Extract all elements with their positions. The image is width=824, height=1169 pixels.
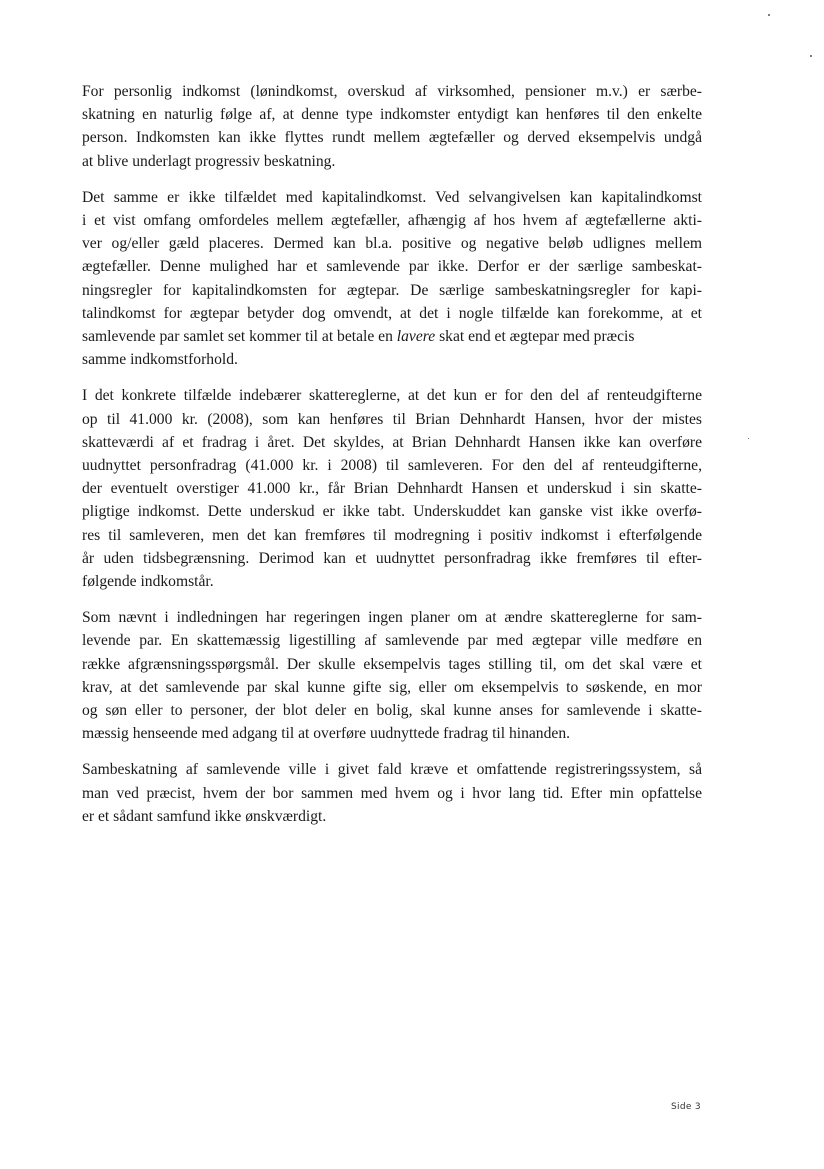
text-line: pligtige indkomst. Dette underskud er ikke tabt. Underskuddet kan ganske vist ikke overfø- — [82, 503, 702, 521]
paragraph-2 — [82, 186, 702, 372]
text-line: følgende indkomstår. — [82, 573, 214, 591]
text-line: skatning en naturlig følge af, at denne type indkomster entydigt kan henføres til den enkelte — [82, 106, 702, 124]
text-line: Som nævnt i indledningen har regeringen ingen planer om at ændre skattereglerne for sam- — [82, 609, 702, 627]
scan-speck — [748, 438, 749, 439]
text-line: samme indkomstforhold. — [82, 351, 238, 369]
text-line: ningsregler for kapitalindkomsten for ægtepar. De særlige sambeskatningsregler for kapi- — [82, 281, 702, 299]
text-segment: skat end et ægtepar med præcis — [435, 328, 635, 346]
emphasized-word: lavere — [396, 328, 436, 346]
text-line: For personlig indkomst (lønindkomst, overskud af virksomhed, pensioner m.v.) er særbe- — [82, 83, 702, 100]
text-line: Sambeskatning af samlevende ville i givet fald kræve et omfattende registreringssystem, så — [82, 761, 702, 779]
text-line: at blive underlagt progressiv beskatning. — [82, 152, 336, 170]
text-line: der eventuelt overstiger 41.000 kr., får Brian Dehnhardt Hansen et underskud i sin skatte- — [82, 480, 702, 498]
paragraph-5 — [82, 758, 702, 828]
paragraph-4 — [82, 606, 702, 745]
text-line: i et vist omfang omfordeles mellem ægtefæller, afhængig af hos hvem af ægtefællerne akti- — [82, 212, 702, 230]
text-line: skatteværdi af et fradrag i året. Det skyldes, at Brian Dehnhardt Hansen ikke kan overføre — [82, 433, 702, 451]
text-line: I det konkrete tilfælde indebærer skattereglerne, at det kun er for den del af renteudgifterne — [82, 387, 702, 405]
paragraph-3 — [82, 384, 702, 593]
text-line: ægtefæller. Denne mulighed har et samlevende par ikke. Derfor er der særlige sambeskat- — [82, 258, 702, 276]
text-segment: samlevende par samlet set kommer til at betale en — [82, 328, 397, 346]
body-text — [82, 80, 702, 841]
text-line: ver og/eller gæld placeres. Dermed kan bl.a. positive og negative beløb udlignes mellem — [82, 235, 702, 253]
text-line: uudnyttet personfradrag (41.000 kr. i 2008) til samleveren. For den del af renteudgifterne, — [82, 457, 702, 475]
text-line: mæssig henseende med adgang til at overføre uudnyttede fradrag til hinanden. — [82, 725, 571, 743]
scan-speck — [810, 55, 812, 57]
text-line: res til samleveren, men det kan fremføres til modregning i positiv indkomst i efterfølgende — [82, 526, 702, 544]
text-line: år uden tidsbegrænsning. Derimod kan et uudnyttet personfradrag ikke fremføres til efter- — [82, 549, 702, 567]
text-line: krav, at det samlevende par skal kunne gifte sig, eller om eksempelvis to søskende, en mor — [82, 678, 702, 696]
page-number: Side 3 — [671, 1102, 701, 1112]
text-line-with-emphasis — [82, 325, 702, 348]
paragraph-1 — [82, 80, 702, 173]
text-line: levende par. En skattemæssig ligestilling af samlevende par med ægtepar ville medføre en — [82, 632, 702, 650]
text-line: talindkomst for ægtepar betyder dog omvendt, at det i nogle tilfælde kan forekomme, at et — [82, 304, 702, 322]
text-line: og søn eller to personer, der blot deler en bolig, skal kunne anses for samlevende i skatte- — [82, 702, 702, 720]
text-line: op til 41.000 kr. (2008), som kan henføres til Brian Dehnhardt Hansen, hvor der mistes — [82, 410, 702, 428]
text-line: Det samme er ikke tilfældet med kapitalindkomst. Ved selvangivelsen kan kapitalindkomst — [82, 188, 702, 206]
text-line: er et sådant samfund ikke ønskværdigt. — [82, 807, 327, 825]
text-line: person. Indkomsten kan ikke flyttes rundt mellem ægtefæller og derved eksempelvis undgå — [82, 129, 702, 147]
scan-speck — [768, 14, 770, 16]
text-line: række afgrænsningsspørgsmål. Der skulle eksempelvis tages stilling til, om det skal være et — [82, 655, 702, 673]
text-line: man ved præcist, hvem der bor sammen med hvem og i hvor lang tid. Efter min opfattelse — [82, 784, 702, 802]
